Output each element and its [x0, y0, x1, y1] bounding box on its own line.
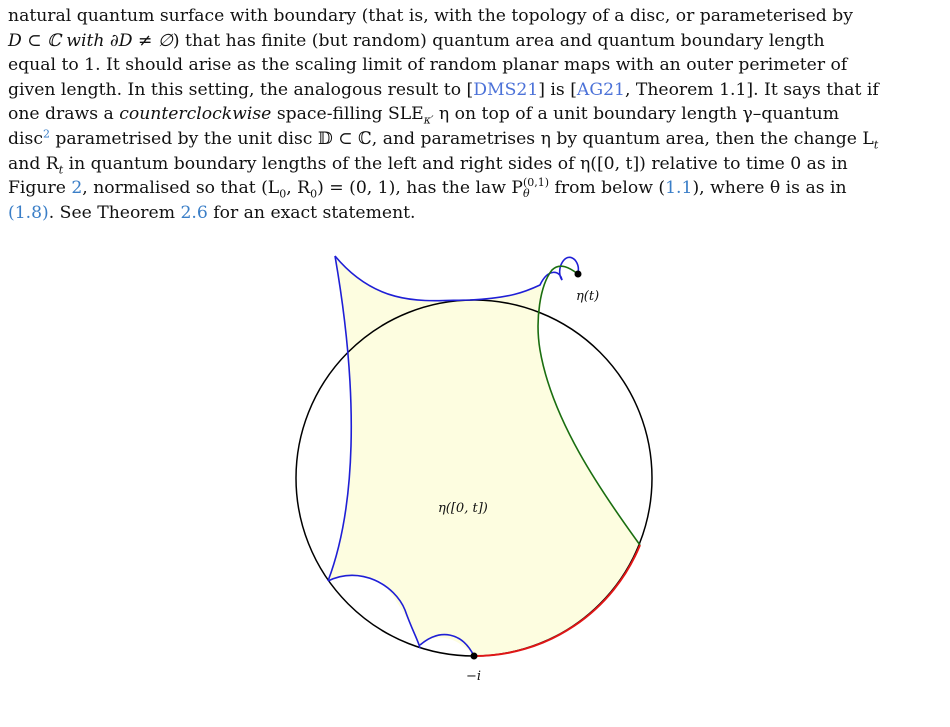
text-span: . See Theorem [48, 202, 181, 223]
text-span: space-filling SLE [271, 104, 424, 125]
label-region: η([0, t]) [438, 501, 488, 516]
subscript: θ [522, 187, 530, 201]
equation-link[interactable]: 1.1 [665, 178, 693, 199]
point-minus-i [471, 653, 478, 660]
text-span: given length. In this setting, the analogous result to [ [8, 79, 474, 100]
footnote-link[interactable]: 2 [42, 127, 50, 141]
citation-link[interactable]: DMS21 [473, 79, 539, 100]
text-span: in quantum boundary lengths of the left and right sides of η([0, t]) relative to time 0 as in [63, 153, 848, 174]
text-span: ) = (0, 1), has the law P [317, 178, 523, 199]
subscript: t [873, 138, 879, 152]
text-span: from below ( [549, 178, 666, 199]
text-span: one draws a [8, 104, 120, 125]
label-eta-t: η(t) [576, 289, 600, 304]
text-span: and R [8, 153, 59, 174]
superscript: (0,1) [522, 176, 550, 190]
subscript: 0 [279, 187, 287, 201]
text-span: disc [8, 128, 43, 149]
subscript: κ′ [423, 113, 434, 127]
text-span: η on top of a unit boundary length γ–quantum [433, 104, 840, 125]
text-span: ), where θ is as in [692, 178, 847, 199]
text-span: ] is [ [538, 79, 577, 100]
subscript: t [58, 163, 64, 176]
equation-link[interactable]: (1.8) [8, 202, 49, 223]
text-span: , R [286, 178, 311, 199]
text-span: ) that has finite (but random) quantum area and quantum boundary length [172, 30, 825, 51]
figure-link[interactable]: 2 [71, 178, 83, 199]
text-span: parametrised by the unit disc 𝔻 ⊂ ℂ, and parametrises η by quantum area, then the change L [49, 128, 874, 149]
citation-link[interactable]: AG21 [576, 79, 625, 100]
text-span: equal to 1. It should arise as the scaling limit of random planar maps with an outer perimeter of [8, 55, 848, 76]
theorem-link[interactable]: 2.6 [180, 202, 208, 223]
label-minus-i: −i [466, 669, 482, 684]
text-span: for an exact statement. [207, 202, 416, 223]
math-span: D ⊂ ℂ with ∂D ≠ ∅ [8, 30, 173, 51]
point-eta-t [575, 271, 582, 278]
region-eta-0-t [328, 256, 640, 656]
subscript: 0 [310, 187, 318, 201]
text-span: natural quantum surface with boundary (that is, with the topology of a disc, or parameterised by [8, 6, 853, 26]
text-span: , Theorem 1.1]. It says that if [624, 79, 879, 100]
emphasis-text: counterclockwise [119, 104, 272, 125]
text-span: , normalised so that (L [82, 178, 280, 199]
text-span: Figure [8, 178, 72, 199]
